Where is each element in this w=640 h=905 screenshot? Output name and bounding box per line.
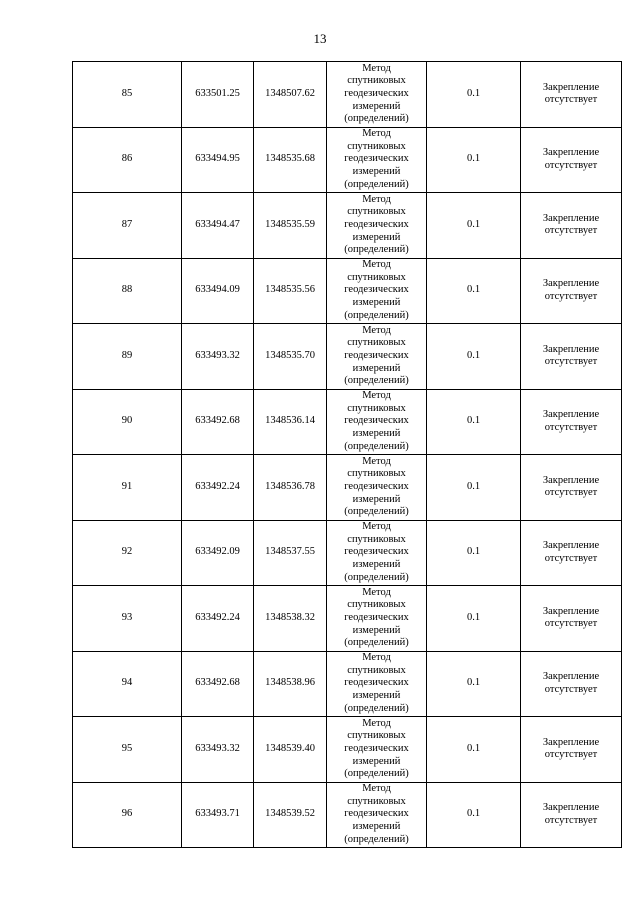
accuracy-cell: 0.1 (427, 586, 521, 652)
point-number-cell: 89 (73, 324, 182, 390)
fixation-cell: Закрепление отсутствует (521, 455, 622, 521)
table-row (73, 193, 622, 259)
coordinates-table (72, 61, 622, 848)
fixation-cell: Закрепление отсутствует (521, 651, 622, 717)
fixation-cell: Закрепление отсутствует (521, 520, 622, 586)
coordinate-y-cell: 1348536.14 (254, 389, 327, 455)
method-cell: Метод спутниковых геодезических измерений (определений) (327, 127, 427, 193)
accuracy-cell: 0.1 (427, 717, 521, 783)
table-row (73, 324, 622, 390)
coordinate-x-cell: 633494.09 (182, 258, 254, 324)
method-cell: Метод спутниковых геодезических измерений (определений) (327, 651, 427, 717)
accuracy-cell: 0.1 (427, 324, 521, 390)
coordinate-x-cell: 633492.24 (182, 455, 254, 521)
table-row (73, 127, 622, 193)
accuracy-cell: 0.1 (427, 62, 521, 128)
table-row (73, 782, 622, 848)
coordinate-y-cell: 1348535.68 (254, 127, 327, 193)
method-cell: Метод спутниковых геодезических измерений (определений) (327, 389, 427, 455)
coordinate-y-cell: 1348535.59 (254, 193, 327, 259)
point-number-cell: 85 (73, 62, 182, 128)
table-row (73, 586, 622, 652)
coordinate-y-cell: 1348539.52 (254, 782, 327, 848)
fixation-cell: Закрепление отсутствует (521, 717, 622, 783)
coordinate-x-cell: 633494.95 (182, 127, 254, 193)
fixation-cell: Закрепление отсутствует (521, 782, 622, 848)
point-number-cell: 93 (73, 586, 182, 652)
accuracy-cell: 0.1 (427, 258, 521, 324)
accuracy-cell: 0.1 (427, 455, 521, 521)
coordinate-y-cell: 1348539.40 (254, 717, 327, 783)
method-cell: Метод спутниковых геодезических измерений (определений) (327, 62, 427, 128)
table-row (73, 258, 622, 324)
point-number-cell: 87 (73, 193, 182, 259)
coordinate-y-cell: 1348538.32 (254, 586, 327, 652)
accuracy-cell: 0.1 (427, 520, 521, 586)
coordinate-y-cell: 1348507.62 (254, 62, 327, 128)
method-cell: Метод спутниковых геодезических измерений (определений) (327, 258, 427, 324)
coordinate-x-cell: 633492.09 (182, 520, 254, 586)
accuracy-cell: 0.1 (427, 782, 521, 848)
coordinates-table-body (73, 62, 622, 848)
coordinate-x-cell: 633493.32 (182, 717, 254, 783)
method-cell: Метод спутниковых геодезических измерений (определений) (327, 782, 427, 848)
point-number-cell: 88 (73, 258, 182, 324)
method-cell: Метод спутниковых геодезических измерений (определений) (327, 520, 427, 586)
method-cell: Метод спутниковых геодезических измерений (определений) (327, 717, 427, 783)
point-number-cell: 94 (73, 651, 182, 717)
accuracy-cell: 0.1 (427, 389, 521, 455)
point-number-cell: 91 (73, 455, 182, 521)
fixation-cell: Закрепление отсутствует (521, 127, 622, 193)
table-row (73, 62, 622, 128)
point-number-cell: 90 (73, 389, 182, 455)
fixation-cell: Закрепление отсутствует (521, 258, 622, 324)
coordinate-x-cell: 633493.32 (182, 324, 254, 390)
table-row (73, 455, 622, 521)
accuracy-cell: 0.1 (427, 651, 521, 717)
coordinate-x-cell: 633492.68 (182, 651, 254, 717)
table-row (73, 651, 622, 717)
accuracy-cell: 0.1 (427, 193, 521, 259)
point-number-cell: 86 (73, 127, 182, 193)
coordinate-x-cell: 633493.71 (182, 782, 254, 848)
fixation-cell: Закрепление отсутствует (521, 324, 622, 390)
table-row (73, 389, 622, 455)
coordinate-y-cell: 1348535.70 (254, 324, 327, 390)
method-cell: Метод спутниковых геодезических измерений (определений) (327, 586, 427, 652)
method-cell: Метод спутниковых геодезических измерений (определений) (327, 455, 427, 521)
coordinate-x-cell: 633492.24 (182, 586, 254, 652)
point-number-cell: 92 (73, 520, 182, 586)
coordinate-y-cell: 1348536.78 (254, 455, 327, 521)
coordinate-x-cell: 633501.25 (182, 62, 254, 128)
coordinate-x-cell: 633492.68 (182, 389, 254, 455)
coordinate-y-cell: 1348535.56 (254, 258, 327, 324)
fixation-cell: Закрепление отсутствует (521, 193, 622, 259)
coordinate-y-cell: 1348537.55 (254, 520, 327, 586)
method-cell: Метод спутниковых геодезических измерений (определений) (327, 324, 427, 390)
fixation-cell: Закрепление отсутствует (521, 586, 622, 652)
fixation-cell: Закрепление отсутствует (521, 62, 622, 128)
accuracy-cell: 0.1 (427, 127, 521, 193)
point-number-cell: 95 (73, 717, 182, 783)
page-number: 13 (313, 31, 327, 46)
coordinate-x-cell: 633494.47 (182, 193, 254, 259)
table-row (73, 520, 622, 586)
method-cell: Метод спутниковых геодезических измерений (определений) (327, 193, 427, 259)
table-row (73, 717, 622, 783)
fixation-cell: Закрепление отсутствует (521, 389, 622, 455)
coordinate-y-cell: 1348538.96 (254, 651, 327, 717)
point-number-cell: 96 (73, 782, 182, 848)
